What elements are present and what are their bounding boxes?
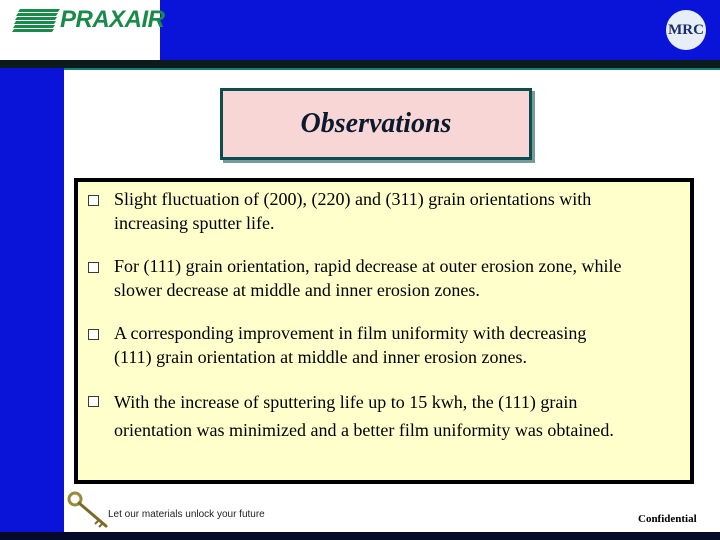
header-band bbox=[160, 0, 720, 60]
bullet-item bbox=[88, 187, 680, 235]
footer-tagline: Let our materials unlock your future bbox=[108, 509, 265, 520]
praxair-logo-icon bbox=[12, 9, 60, 35]
square-bullet-icon bbox=[88, 329, 99, 340]
bullet-text bbox=[114, 321, 586, 369]
bullet-text bbox=[114, 388, 614, 444]
praxair-logo bbox=[0, 0, 165, 52]
bullet-line: Slight fluctuation of (200), (220) and (311) grain orientations with bbox=[114, 189, 592, 209]
square-bullet-icon bbox=[88, 262, 99, 273]
bullet-item bbox=[88, 388, 680, 444]
confidential-label: Confidential bbox=[638, 513, 697, 525]
bullet-line: increasing sputter life. bbox=[114, 213, 275, 233]
bullet-line: For (111) grain orientation, rapid decrease at outer erosion zone, while bbox=[114, 256, 622, 276]
observations-content bbox=[74, 178, 694, 484]
square-bullet-icon bbox=[88, 195, 99, 206]
key-icon bbox=[66, 490, 112, 530]
square-bullet-icon bbox=[88, 396, 99, 407]
mrc-badge-icon bbox=[666, 10, 706, 50]
bullet-line: With the increase of sputtering life up to 15 kwh, the (111) grain bbox=[114, 392, 578, 412]
bullet-item bbox=[88, 321, 680, 369]
slide-title: Observations bbox=[300, 108, 452, 139]
bullet-text bbox=[114, 254, 621, 302]
left-accent-bar bbox=[0, 60, 64, 534]
bullet-line: (111) grain orientation at middle and inner erosion zones. bbox=[114, 347, 528, 367]
bullet-line: orientation was minimized and a better film uniformity was obtained. bbox=[114, 420, 614, 440]
bullet-text bbox=[114, 187, 591, 235]
bullet-item bbox=[88, 254, 680, 302]
footer-band bbox=[0, 532, 720, 540]
bullet-line: slower decrease at middle and inner erosion zones. bbox=[114, 280, 480, 300]
mrc-badge-text: MRC bbox=[668, 21, 704, 38]
praxair-logo-text: PRAXAIR bbox=[60, 6, 165, 33]
bullet-line: A corresponding improvement in film uniformity with decreasing bbox=[114, 323, 587, 343]
header-divider-accent bbox=[64, 68, 720, 70]
title-box bbox=[220, 88, 532, 160]
header-divider bbox=[0, 60, 720, 68]
